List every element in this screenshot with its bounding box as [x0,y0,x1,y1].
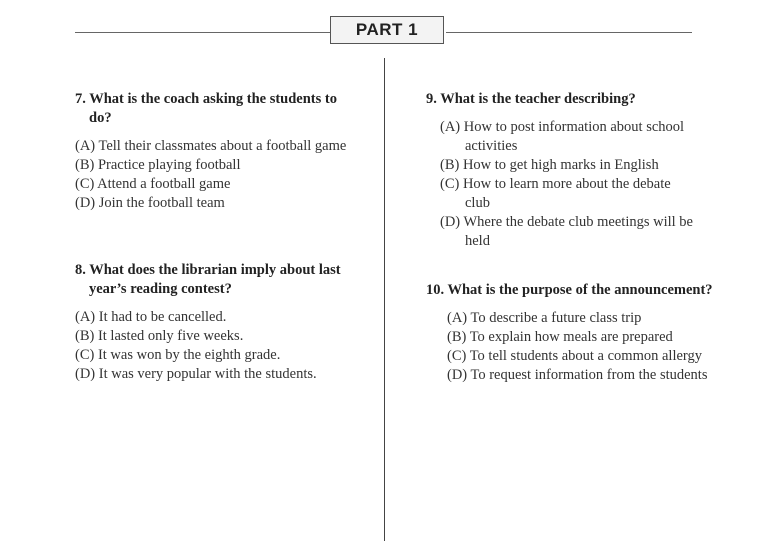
option-b: (B) It lasted only five weeks. [75,328,244,344]
option-b: (B) How to get high marks in English [440,157,659,173]
question-7-title: 7. What is the coach asking the students to do? [75,91,337,126]
option-b: (B) Practice playing football [75,157,241,173]
option-a: (A) How to post information about school activities [440,119,685,154]
question-9-options [426,118,696,251]
option-c: (C) Attend a football game [75,176,231,192]
option-b: (B) To explain how meals are prepared [447,329,673,345]
question-10-options [426,309,716,385]
part-header-box [330,16,444,44]
question-9-title: 9. What is the teacher describing? [426,91,636,107]
header-rule-right [446,32,692,33]
option-a: (A) It had to be cancelled. [75,309,227,325]
question-8-options [75,308,365,384]
question-9 [426,90,696,251]
question-10-title: 10. What is the purpose of the announcement? [426,282,713,298]
option-c: (C) How to learn more about the debate club [440,176,671,211]
option-a: (A) To describe a future class trip [447,310,642,326]
option-d: (D) Where the debate club meetings will be held [440,214,693,249]
header-rule-left [75,32,331,33]
question-8 [75,261,365,384]
option-d: (D) It was very popular with the students. [75,366,317,382]
option-a: (A) Tell their classmates about a football game [75,138,347,154]
question-10 [426,281,716,385]
column-divider [384,58,385,541]
question-7-options [75,137,355,213]
part-title: PART 1 [355,20,419,39]
option-d: (D) To request information from the students [447,367,708,383]
option-c: (C) To tell students about a common allergy [447,348,702,364]
option-c: (C) It was won by the eighth grade. [75,347,281,363]
question-8-title: 8. What does the librarian imply about last year’s reading contest? [75,262,341,297]
question-7 [75,90,355,213]
option-d: (D) Join the football team [75,195,225,211]
